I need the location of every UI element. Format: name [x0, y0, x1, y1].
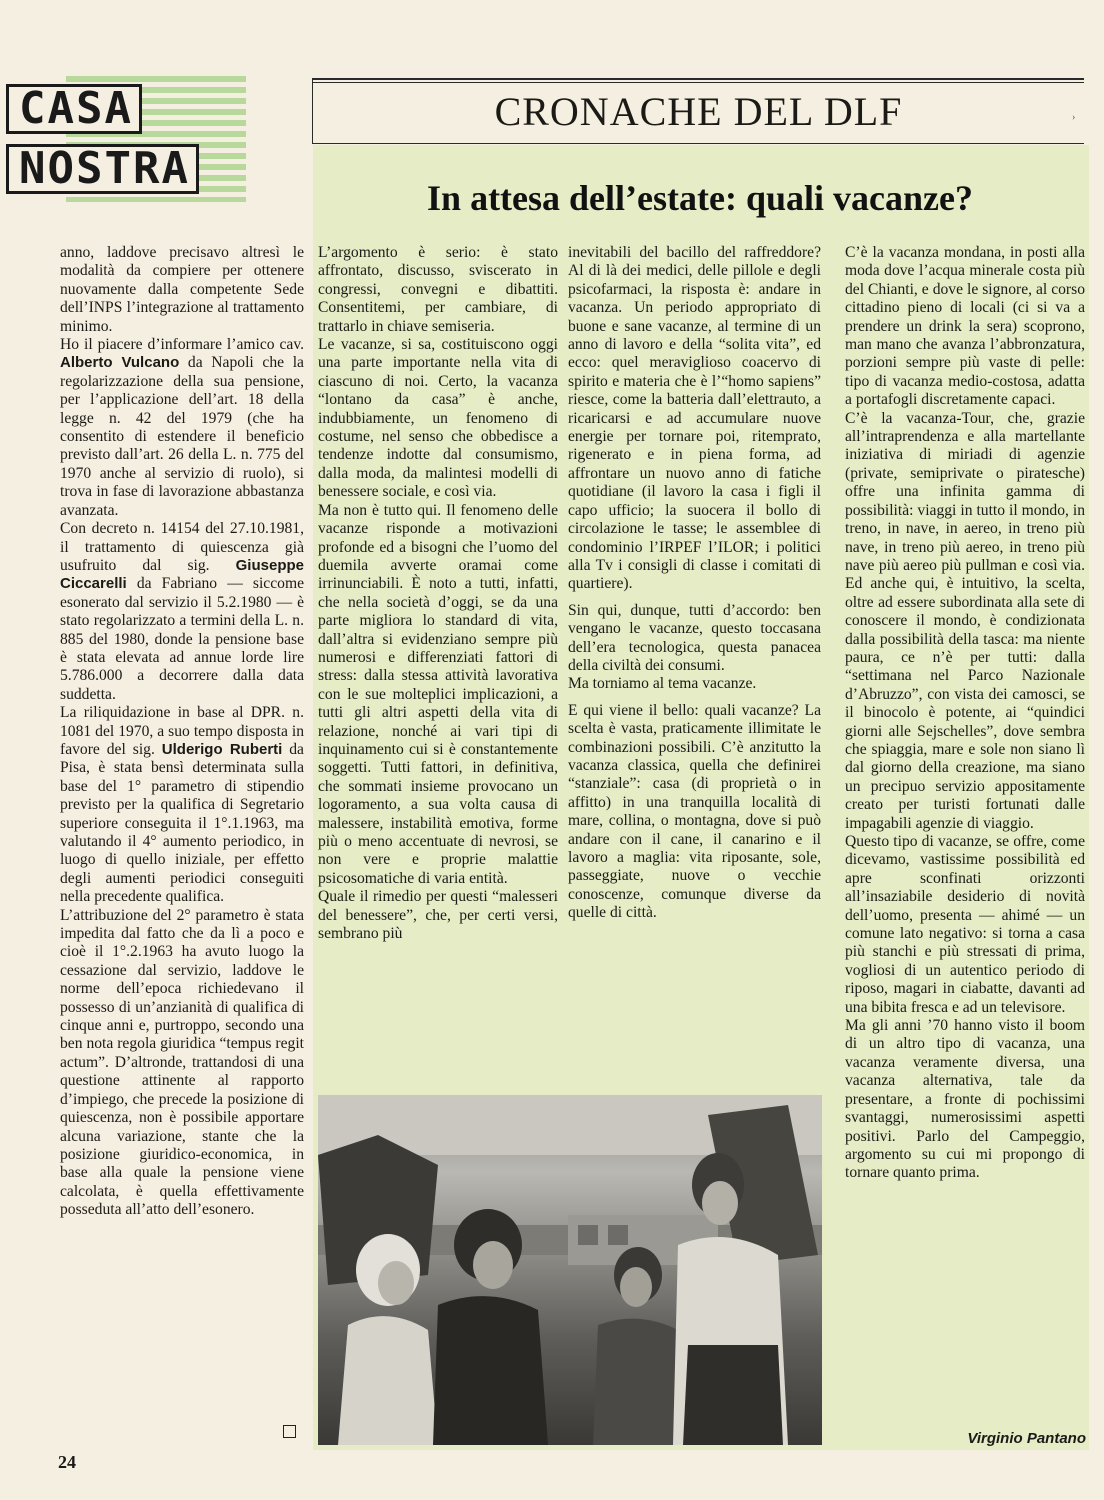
- column-3: [568, 244, 821, 923]
- col3-paragraph: Ma torniamo al tema vacanze.: [568, 675, 757, 693]
- header-rule-bottom: [313, 143, 1084, 144]
- col1-paragraph: anno, laddove precisavo altresì le modalità da compiere per ottenere nuovamente dalla competente Sede dell’INPS l’integrazione al trattamento minimo.: [60, 244, 304, 335]
- col3-paragraph: inevitabili del bacillo del raffreddore? Al di là dei medici, delle pillole e degli psicofarmaci, la risposta è: andare in vacanza. Un periodo appropriato di buone e sane vacanze, al termine di un anno di lavoro e della “solita vita”, ed ecco: quel meraviglioso coacervo di spirito e materia che è l’“homo sapiens” riesce, come la batteria dall’elettrauto, a ricaricarsi e ad accumulare nuove energie per tornare poi, ritemprato, rigenerato e in piena forma, ad affrontare un nuovo anno di fatiche quotidiane (il lavoro la casa i figli il capo ufficio; la suocera il bollo di circolazione le tasse; le assemblee di condominio l’IRPEF l’ILOR; i politici alla Tv i consigli di classe i comitati di quartiere).: [568, 244, 821, 593]
- col1-paragraph: Ho il piacere d’informare l’amico cav. Alberto Vulcano da Napoli che la regolarizzazione della sua pensione, per l’applicazione dell’art. 18 della legge n. 42 del 1979 (che ha consentito di estendere il beneficio previsto dall’art. 26 della L. n. 775 del 1970 anche al servizio di ruolo), si trova in fase di lavorazione abbastanza avanzata.: [60, 336, 304, 519]
- corner-mark: ›: [1072, 112, 1076, 123]
- col2-paragraph: Quale il rimedio per questi “malesseri del benessere”, che, per certi versi, sembrano più: [318, 888, 558, 943]
- header-rule-top: [313, 78, 1084, 80]
- logo-line-2: NOSTRA: [6, 144, 199, 194]
- col2-paragraph: L’argomento è serio: è stato affrontato, discusso, sviscerato in congressi, convegni e dibattiti. Consentitemi, per cambiare, di trattarlo in chiave semiseria.: [318, 244, 558, 335]
- campers-photo: [318, 1095, 822, 1445]
- column-2: [318, 244, 558, 943]
- col1-paragraph: La riliquidazione in base al DPR. n. 1081 del 1970, a suo tempo disposta in favore del sig. Ulderigo Ruberti da Pisa, è stata bensì determinata sulla base del 1° parametro di stipendio previsto per la qualifica di Segretario superiore conseguita il 1°.1.1963, ma valutando il 4° aumento periodico, in luogo di quello iniziale, per effetto degli aumenti periodici conseguiti nella precedente qualifica.: [60, 704, 304, 906]
- casa-nostra-logo: [6, 76, 246, 204]
- col2-paragraph: Ma non è tutto qui. Il fenomeno delle vacanze risponde a motivazioni profonde ed a bisogni che l’uomo del duemila avverte oramai come irrinunciabili. È noto a tutti, infatti, che nella società d’oggi, se da una parte migliora lo standard di vita, dall’altra si evidenziano sempre più numerosi e differenziati fattori di stress: dalla stessa attività lavorativa con le sue molteplici implicazioni, a tutti gli altri aspetti della vita di relazione, nonché ai vari tipi di inquinamento cui si è constantemente soggetti. Tutti fattori, in definitiva, che sommati insieme provocano un logoramento, a sua volta causa di malessere, instabilità emotiva, forme più o meno accentuate di nevrosi, se non vere e proprie malattie psicosomatiche di varia entità.: [318, 501, 558, 887]
- col2-paragraph: Le vacanze, si sa, costituiscono oggi una parte importante nella vita di ciascuno di noi. Certo, la vacanza “lontano da casa” è anche, indubbiamente, un fenomeno di costume, nel senso che obbedisce a tendenze indotte dal consumismo, dalla moda, da malintesi modelli di benessere sociale, e così via.: [318, 336, 558, 501]
- col3-paragraph: Sin qui, dunque, tutti d’accordo: ben vengano le vacanze, questo toccasana dell’era tecnologica, questa panacea della civiltà dei consumi.: [568, 601, 821, 674]
- col1-paragraph: Con decreto n. 14154 del 27.10.1981, il trattamento di quiescenza già usufruito dal sig. Giuseppe Ciccarelli da Fabriano — siccome esonerato dal servizio il 5.2.1980 — è stato regolarizzato a termini della L. n. 885 del 1980, donde la pensione base è stata elevata ad annue lorde lire 5.786.000 a decorrere dalla data suddetta.: [60, 520, 304, 703]
- column-4: [845, 244, 1085, 1183]
- header-rule-top-thin: [313, 82, 1084, 83]
- column-1: [60, 244, 304, 1220]
- col1-paragraph: L’attribuzione del 2° parametro è stata impedita dal fatto che da lì a poco e cioè il 1°.2.1963 ha avuto luogo la cessazione dal servizio, laddove le norme dell’epoca richiedevano il possesso di un’anzianità di qualifica di cinque anni e, purtroppo, secondo una ben nota regola giuridica “tempus regit actum”. D’altronde, trattandosi di una questione attinente al rapporto d’impiego, che precede la posizione di quiescenza, non è possibile apportare alcuna variazione, stante che la posizione giuridico-economica, in base alla quale la pensione viene calcolata, è quella effettivamente posseduta all’atto dell’esonero.: [60, 906, 304, 1219]
- campers-photo-drawing: [318, 1095, 822, 1445]
- end-of-article-box: [283, 1425, 296, 1438]
- logo-line-1: CASA: [6, 84, 142, 134]
- col4-paragraph: C’è la vacanza mondana, in posti alla moda dove l’acqua minerale costa più del Chianti, e dove le signore, al corso cittadino pieno di locali (ci si va a prendere un drink la sera) scoprono, man mano che avanza l’abbronzatura, porzioni sempre più vaste di pelle: tipo di vacanza medio-costosa, adatta a portafogli discretamente capaci.: [845, 244, 1085, 409]
- col3-paragraph: E qui viene il bello: quali vacanze? La scelta è vasta, praticamente illimitate le combinazioni possibili. C’è anzitutto la vacanza classica, quella che definirei “stanziale”: casa (di proprietà o in affitto) in una tranquilla località di mare, collina, o montagna, dove si può andare con il cane, il canarino e il lavoro a maglia: vita riposante, sole, passeggiate, nuove o vecchie conoscenze, comunque diverse da quelle di città.: [568, 701, 821, 922]
- col4-paragraph: Questo tipo di vacanze, se offre, come dicevamo, vastissime possibilità ed apre sconfinati orizzonti all’insaziabile desiderio di novità dell’uomo, presenta — ahimé — un comune lato negativo: si torna a casa più stanchi e più stressati di prima, vogliosi di un autentico periodo di riposo, magari in ciabatte, davanti ad una bibita fresca e ad un televisore.: [845, 833, 1085, 1016]
- col4-paragraph: Ma gli anni ’70 hanno visto il boom di un altro tipo di vacanza, una vacanza veramente diversa, una vacanza alternativa, tale da presentare, a fronte di pochissimi svantaggi, numerosissimi aspetti positivi. Parlo del Campeggio, argomento su cui mi propongo di tornare quanto prima.: [845, 1017, 1085, 1182]
- page-number: 24: [58, 1452, 76, 1472]
- col4-paragraph: C’è la vacanza-Tour, che, grazie all’intraprendenza e alla martellante iniziativa di miriadi di agenzie (private, semiprivate o piratesche) offre una infinita gamma di possibilità: viaggi in tutto il mondo, in treno, in nave, in aereo, in treno più nave, in treno più aereo, in treno più nave più aereo più pullman e così via. Ed anche qui, è intuitivo, la scelta, oltre ad essere subordinata alla sete di conoscere il mondo, è condizionata dalla possibilità della tasca: ma niente paura, ce n’è per tutti: dalla “settimana nel Parco Nazionale d’Abruzzo”, con vista dei camosci, se il binocolo è potente, ai “quindici giorni alle Sejschelles”, dove sembra che spiaggia, mare e sole non siano lì dal giorno della creazione, ma siano un precipuo servizio appositamente creato per turisti fortunati dalle impagabili agenzie di viaggio.: [845, 409, 1085, 832]
- article-headline: In attesa dell’estate: quali vacanze?: [427, 178, 973, 218]
- section-title: CRONACHE DEL DLF: [494, 89, 903, 134]
- author-byline: Virginio Pantano: [967, 1430, 1086, 1447]
